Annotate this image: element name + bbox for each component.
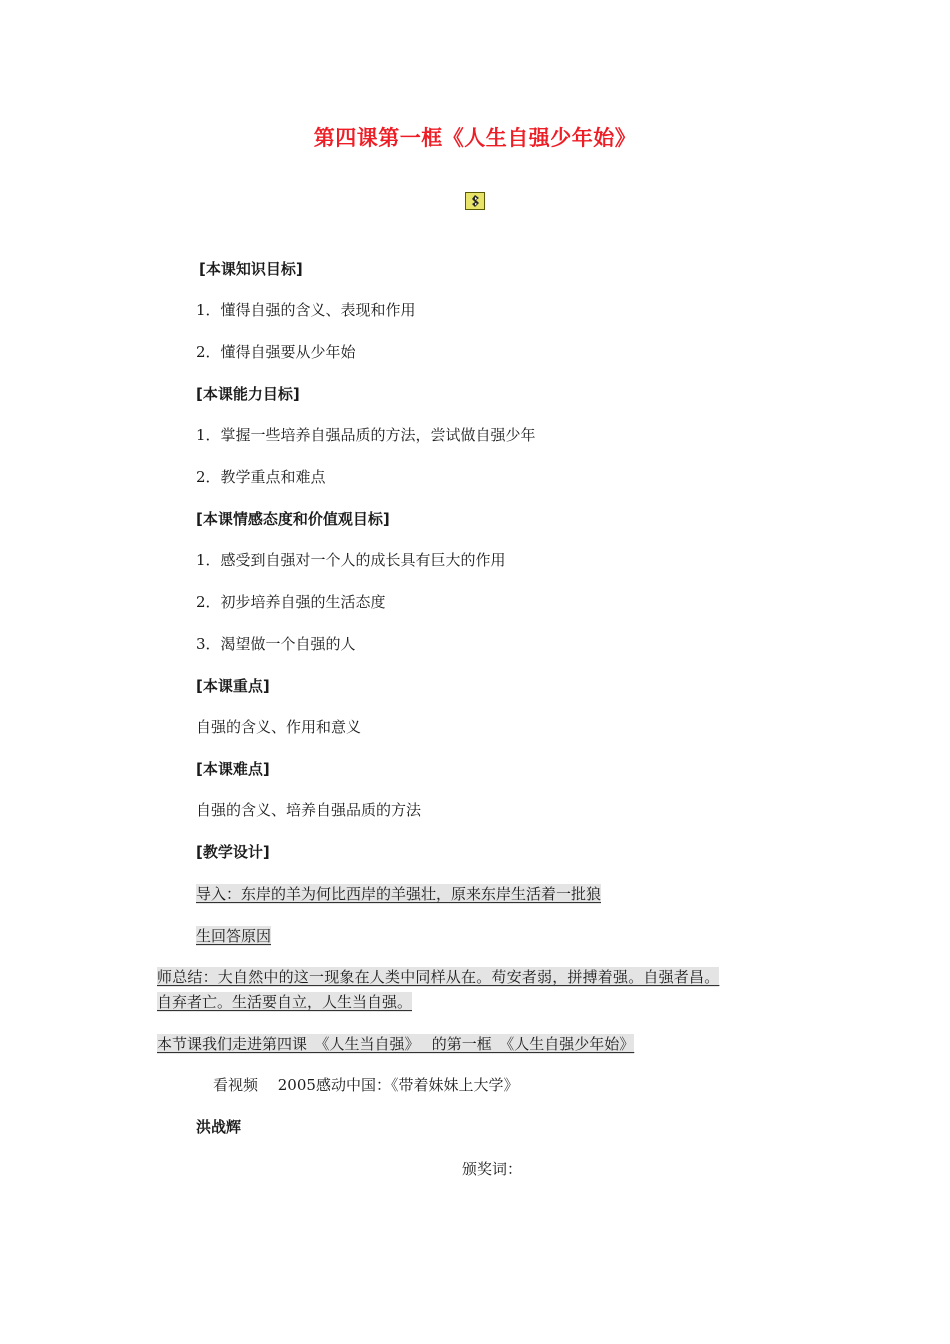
design-video: 看视频 2005感动中国：《带着妹妹上大学》 [213,1076,519,1094]
ability-goal-2: 2．教学重点和难点 [196,468,326,486]
key-points-text: 自强的含义、作用和意义 [196,718,362,736]
knowledge-goal-1: 1．懂得自强的含义、表现和作用 [196,301,416,319]
design-award-citation-label: 颁奖词： [462,1160,523,1178]
difficult-points-heading: [本课难点] [196,760,270,778]
ability-goal-1: 1．掌握一些培养自强品质的方法，尝试做自强少年 [196,426,536,444]
knowledge-goal-2: 2．懂得自强要从少年始 [196,343,356,361]
object-glyph-icon [468,194,482,208]
document-title: 第四课第一框《人生自强少年始》 [313,126,637,150]
design-transition: 本节课我们走进第四课 《人生当自强》 的第一框 《人生自强少年始》 [157,1035,635,1053]
emotion-goal-3: 3．渴望做一个自强的人 [196,635,356,653]
embedded-object-icon[interactable] [465,192,485,210]
ability-goals-heading: [本课能力目标] [196,385,300,403]
teaching-design-heading: [教学设计] [196,843,270,861]
difficult-points-text: 自强的含义、培养自强品质的方法 [196,801,422,819]
design-student-answer: 生回答原因 [196,927,272,945]
emotion-goal-2: 2．初步培养自强的生活态度 [196,593,386,611]
emotion-goal-1: 1．感受到自强对一个人的成长具有巨大的作用 [196,551,506,569]
design-summary-line-2: 自弃者亡。生活要自立，人生当自强。 [157,993,413,1011]
emotion-goals-heading: [本课情感态度和价值观目标] [196,510,390,528]
key-points-heading: [本课重点] [196,677,270,695]
design-summary-line-1: 师总结：大自然中的这一现象在人类中同样从在。苟安者弱，拼搏着强。自强者昌。 [157,968,720,986]
design-person-name: 洪战辉 [196,1118,242,1136]
design-intro: 导入：东岸的羊为何比西岸的羊强壮，原来东岸生活着一批狼 [196,885,602,903]
knowledge-goals-heading: [本课知识目标] [199,260,303,278]
